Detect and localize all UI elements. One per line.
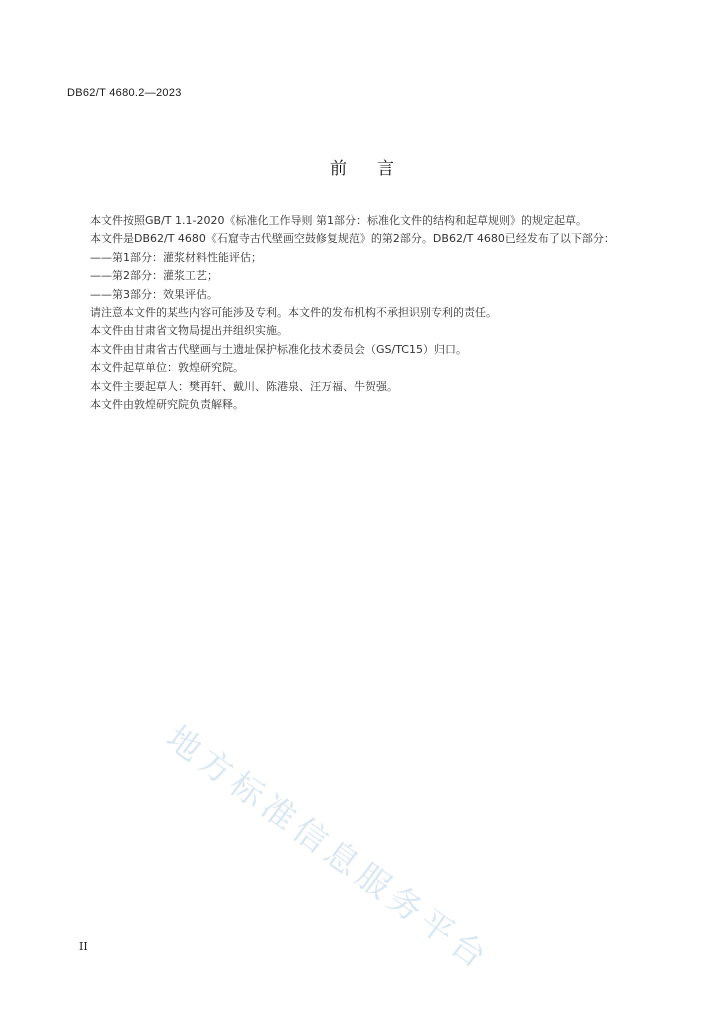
list-item-part-3: ——第3部分：效果评估。 bbox=[90, 287, 218, 301]
paragraph-series-parts: 本文件是DB62/T 4680《石窟寺古代壁画空鼓修复规范》的第2部分。DB62/T 4680已经发布了以下部分： bbox=[90, 232, 615, 246]
paragraph-patent-notice: 请注意本文件的某些内容可能涉及专利。本文件的发布机构不承担识别专利的责任。 bbox=[90, 306, 497, 320]
paragraph-drafting-rules: 本文件按照GB/T 1.1-2020《标准化工作导则 第1部分：标准化文件的结构和起草规则》的规定起草。 bbox=[90, 214, 587, 227]
page-title: 前言 bbox=[330, 159, 424, 179]
list-item-part-2: ——第2部分：灌浆工艺； bbox=[90, 269, 218, 283]
paragraph-drafting-unit: 本文件起草单位：敦煌研究院。 bbox=[90, 361, 244, 375]
watermark: 地方标准信息服务平台 bbox=[159, 717, 498, 979]
paragraph-drafters: 本文件主要起草人：樊再轩、戴川、陈港泉、汪万福、牛贺强。 bbox=[90, 379, 398, 393]
paragraph-proposer: 本文件由甘肃省文物局提出并组织实施。 bbox=[90, 324, 288, 338]
list-item-part-1: ——第1部分：灌浆材料性能评估； bbox=[90, 250, 262, 264]
paragraph-interpretation: 本文件由敦煌研究院负责解释。 bbox=[90, 398, 244, 412]
page-number: II bbox=[79, 940, 88, 953]
paragraph-committee: 本文件由甘肃省古代壁画与土遗址保护标准化技术委员会（GS/TC15）归口。 bbox=[90, 342, 467, 356]
document-code: DB62/T 4680.2—2023 bbox=[67, 87, 182, 99]
foreword-body bbox=[68, 212, 640, 414]
